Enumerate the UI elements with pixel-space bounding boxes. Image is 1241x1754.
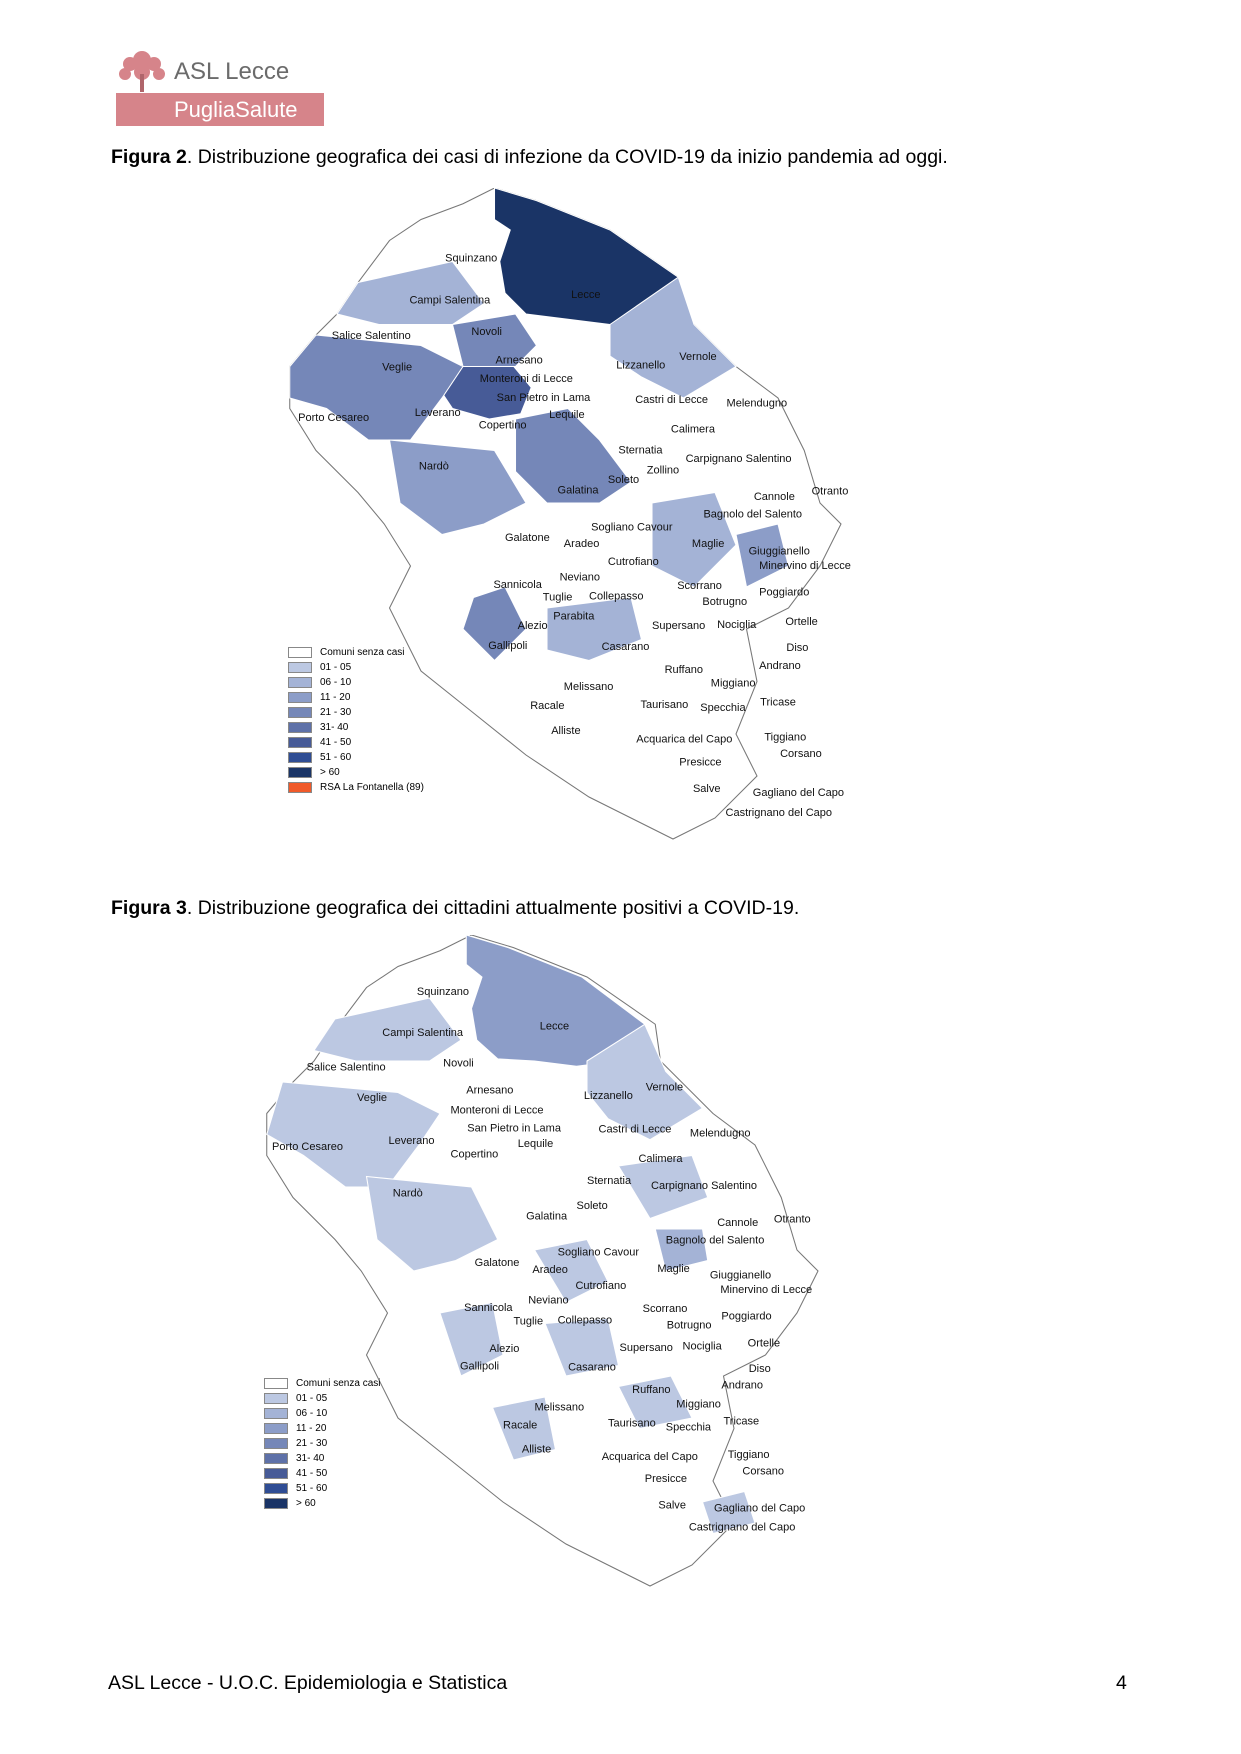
town-label: Alezio (489, 1342, 520, 1355)
legend-item (264, 1481, 380, 1496)
legend-item (288, 660, 424, 675)
town-label: Casarano (601, 641, 650, 653)
legend-label: 11 - 20 (320, 692, 351, 703)
legend-label: > 60 (320, 767, 340, 778)
town-label: Melendugno (689, 1127, 751, 1140)
town-label: Veglie (357, 1091, 388, 1104)
town-label: San Pietro in Lama (496, 392, 591, 405)
town-label: Novoli (471, 326, 503, 338)
town-label: Vernole (645, 1081, 684, 1094)
town-label: Lizzanello (583, 1089, 633, 1102)
town-label: Aradeo (532, 1264, 568, 1277)
town-label: Otranto (773, 1213, 811, 1226)
town-label: Specchia (665, 1421, 712, 1434)
figure-3-legend (264, 1376, 380, 1511)
town-label: Arnesano (466, 1084, 514, 1097)
town-label: Ruffano (632, 1383, 671, 1396)
town-label: Calimera (638, 1152, 683, 1165)
town-label: Sternatia (587, 1174, 632, 1187)
legend-swatch (288, 662, 312, 673)
town-label: Salice Salentino (306, 1061, 386, 1074)
town-label: Lizzanello (616, 359, 666, 372)
figure-2-caption (111, 146, 948, 169)
town-label: Acquarica del Capo (601, 1451, 698, 1463)
town-label: Tricase (723, 1415, 760, 1428)
town-label: Copertino (478, 419, 527, 432)
town-label: Collepasso (557, 1314, 613, 1327)
legend-label: 41 - 50 (296, 1468, 328, 1479)
town-label: Parabita (553, 610, 595, 623)
legend-label: 11 - 20 (296, 1423, 327, 1434)
town-label: Sternatia (618, 444, 663, 457)
town-label: Poggiardo (759, 586, 810, 599)
town-label: Salve (692, 782, 721, 795)
legend-swatch (264, 1483, 288, 1494)
town-label: Melendugno (726, 397, 788, 410)
figure-2-label: Figura 2 (111, 146, 187, 168)
town-label: Taurisano (608, 1417, 656, 1430)
legend-swatch (288, 767, 312, 778)
legend-swatch (288, 707, 312, 718)
town-label: Lecce (539, 1020, 570, 1033)
town-label: Tricase (760, 696, 796, 709)
town-label: Alezio (517, 620, 548, 632)
town-label: Monteroni di Lecce (450, 1104, 544, 1117)
town-label: Ruffano (664, 664, 703, 677)
legend-label: 41 - 50 (320, 737, 352, 748)
town-label: Squinzano (416, 985, 469, 998)
town-label: Sannicola (464, 1301, 513, 1314)
figure-3-text: . Distribuzione geografica dei cittadini attualmente positivi a COVID-19. (186, 897, 800, 919)
town-label: Castrignano del Capo (725, 806, 833, 819)
town-label: Neviano (528, 1294, 569, 1307)
town-label: Alliste (521, 1443, 552, 1456)
town-label: Maglie (657, 1263, 690, 1276)
legend-swatch (264, 1498, 288, 1509)
town-label: Miggiano (676, 1398, 721, 1411)
town-label: Lequile (517, 1138, 554, 1151)
town-label: Tiggiano (764, 731, 807, 744)
town-label: Collepasso (589, 590, 644, 603)
town-label: Diso (748, 1362, 771, 1375)
legend-item (288, 705, 424, 720)
town-label: Nociglia (682, 1340, 722, 1353)
town-label: Salice Salentino (331, 330, 411, 343)
town-label: Arnesano (495, 354, 543, 367)
town-label: San Pietro in Lama (467, 1122, 561, 1135)
legend-swatch (288, 677, 312, 688)
town-label: Botrugno (702, 595, 748, 608)
legend-item (264, 1436, 380, 1451)
town-label: Maglie (691, 538, 725, 551)
legend-item (264, 1406, 380, 1421)
legend-item (264, 1421, 380, 1436)
legend-swatch (264, 1393, 288, 1404)
town-label: Galatina (557, 484, 599, 497)
town-label: Monteroni di Lecce (479, 373, 573, 386)
town-label: Lecce (571, 289, 601, 302)
legend-swatch (264, 1378, 288, 1389)
brand-band: PugliaSalute (116, 93, 324, 126)
town-label: Squinzano (445, 252, 498, 265)
town-label: Leverano (414, 406, 461, 419)
town-label: Scorrano (677, 580, 722, 593)
brand-name: ASL Lecce (174, 58, 290, 85)
town-label: Poggiardo (721, 1310, 772, 1323)
town-label: Andrano (721, 1379, 764, 1392)
town-label: Campi Salentina (409, 294, 491, 307)
legend-item (288, 645, 424, 660)
town-label: Botrugno (666, 1319, 712, 1332)
town-label: Racale (530, 699, 565, 712)
town-label: Corsano (742, 1465, 785, 1478)
town-label: Giuggianello (709, 1269, 772, 1282)
town-label: Bagnolo del Salento (703, 508, 803, 521)
town-label: Porto Cesareo (272, 1141, 344, 1154)
town-label: Gagliano del Capo (752, 786, 845, 799)
town-label: Soleto (576, 1200, 608, 1213)
town-label: Scorrano (642, 1302, 688, 1315)
town-label: Castrignano del Capo (688, 1521, 796, 1534)
town-label: Carpignano Salentino (685, 453, 792, 466)
legend-label: Comuni senza casi (296, 1378, 381, 1389)
legend-label: Comuni senza casi (320, 647, 405, 658)
town-label: Gallipoli (459, 1360, 500, 1373)
town-label: Tiggiano (727, 1448, 770, 1461)
legend-item (264, 1376, 380, 1391)
town-label: Leverano (388, 1134, 435, 1147)
legend-item (264, 1496, 380, 1511)
legend-swatch (264, 1468, 288, 1479)
town-label: Supersano (619, 1341, 673, 1354)
legend-swatch (264, 1423, 288, 1434)
legend-item (288, 720, 424, 735)
legend-swatch (288, 737, 312, 748)
town-label: Nardò (392, 1187, 423, 1200)
town-label: Racale (503, 1419, 538, 1432)
legend-swatch (288, 647, 312, 658)
legend-label: RSA La Fontanella (89) (320, 782, 424, 793)
town-label: Acquarica del Capo (636, 733, 733, 746)
town-label: Cannole (717, 1216, 759, 1229)
town-label: Galatina (526, 1210, 568, 1223)
legend-label: 21 - 30 (320, 707, 352, 718)
town-label: Lequile (549, 408, 585, 421)
legend-swatch (264, 1438, 288, 1449)
figure-3-caption (111, 897, 799, 920)
legend-label: 51 - 60 (296, 1483, 328, 1494)
legend-item (264, 1466, 380, 1481)
legend-item (288, 780, 424, 795)
town-label: Giuggianello (748, 545, 810, 558)
town-label: Veglie (382, 361, 413, 374)
town-label: Aradeo (563, 538, 600, 551)
legend-item (288, 675, 424, 690)
town-label: Alliste (551, 725, 581, 737)
legend-label: 06 - 10 (320, 677, 352, 688)
town-label: Specchia (700, 701, 746, 714)
town-label: Corsano (780, 748, 822, 761)
town-label: Cutrofiano (575, 1279, 627, 1292)
town-label: Miggiano (710, 677, 756, 690)
town-label: Melissano (563, 680, 614, 693)
town-label: Supersano (652, 620, 706, 632)
town-label: Calimera (670, 423, 715, 436)
legend-label: 01 - 05 (296, 1393, 328, 1404)
town-label: Cannole (753, 490, 795, 503)
town-label: Gallipoli (488, 639, 528, 652)
town-label: Galatone (474, 1256, 520, 1269)
town-label: Galatone (505, 531, 550, 544)
town-label: Nociglia (717, 618, 757, 631)
figure-2-legend (288, 645, 424, 795)
footer-text: ASL Lecce - U.O.C. Epidemiologia e Statistica (108, 1672, 508, 1694)
town-label: Casarano (568, 1361, 616, 1374)
figure-2-text: . Distribuzione geografica dei casi di infezione da COVID-19 da inizio pandemia ad oggi. (186, 146, 948, 168)
town-label: Carpignano Salentino (651, 1180, 758, 1193)
town-label: Campi Salentina (382, 1026, 464, 1039)
town-label: Castri di Lecce (598, 1123, 672, 1136)
town-label: Ortelle (747, 1337, 781, 1350)
legend-item (264, 1391, 380, 1406)
legend-swatch (264, 1408, 288, 1419)
tree-logo-icon (116, 48, 168, 94)
town-label: Andrano (759, 659, 801, 672)
town-label: Sogliano Cavour (591, 521, 673, 534)
legend-label: 31- 40 (296, 1453, 325, 1464)
town-label: Sannicola (493, 579, 542, 592)
town-label: Diso (786, 642, 809, 655)
legend-item (288, 750, 424, 765)
town-label: Gagliano del Capo (714, 1502, 806, 1515)
town-label: Soleto (607, 474, 640, 487)
figure-3-label: Figura 3 (111, 897, 187, 919)
town-label: Sogliano Cavour (557, 1246, 640, 1259)
legend-swatch (288, 752, 312, 763)
town-label: Minervino di Lecce (720, 1284, 813, 1297)
legend-label: 51 - 60 (320, 752, 352, 763)
town-label: Neviano (559, 571, 601, 584)
town-label: Minervino di Lecce (759, 560, 851, 573)
asl-logo (116, 48, 324, 126)
town-label: Salve (658, 1499, 686, 1512)
legend-swatch (288, 722, 312, 733)
town-label: Otranto (811, 485, 849, 498)
town-label: Copertino (450, 1148, 499, 1161)
town-label: Zollino (646, 464, 680, 477)
legend-item (264, 1451, 380, 1466)
town-label: Melissano (534, 1401, 585, 1414)
town-label: Novoli (443, 1057, 474, 1070)
legend-label: 21 - 30 (296, 1438, 328, 1449)
town-label: Ortelle (785, 615, 818, 628)
town-label: Nardò (418, 460, 449, 473)
legend-item (288, 690, 424, 705)
page-number: 4 (1116, 1672, 1127, 1694)
town-label: Taurisano (640, 698, 689, 711)
legend-label: 01 - 05 (320, 662, 352, 673)
legend-item (288, 765, 424, 780)
legend-label: 06 - 10 (296, 1408, 328, 1419)
legend-label: 31- 40 (320, 722, 349, 733)
town-label: Presicce (679, 756, 722, 769)
legend-swatch (264, 1453, 288, 1464)
town-label: Castri di Lecce (635, 394, 709, 407)
town-label: Tuglie (513, 1315, 544, 1328)
town-label: Tuglie (542, 591, 573, 604)
legend-label: > 60 (296, 1498, 316, 1509)
town-label: Cutrofiano (607, 555, 659, 568)
legend-item (288, 735, 424, 750)
town-label: Presicce (644, 1473, 687, 1486)
legend-swatch (288, 782, 312, 793)
town-label: Porto Cesareo (298, 412, 370, 425)
town-label: Vernole (679, 351, 717, 364)
town-label: Bagnolo del Salento (665, 1234, 765, 1247)
legend-swatch (288, 692, 312, 703)
